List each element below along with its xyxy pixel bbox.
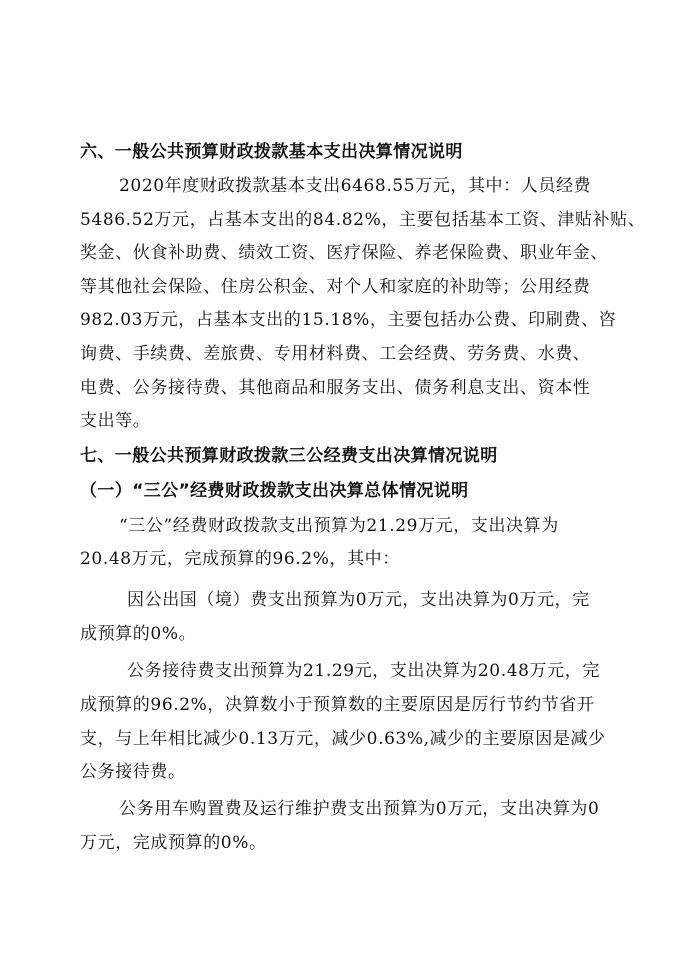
section-7-heading: 七、一般公共预算财政拨款三公经费支出决算情况说明 [80, 446, 498, 466]
paragraph-line: 因公出国（境）费支出预算为0万元，支出决算为0万元，完 [127, 590, 590, 610]
paragraph-line: 等其他社会保险、住房公积金、对个人和家庭的补助等；公用经费 [80, 277, 591, 297]
paragraph-line: 公务用车购置费及运行维护费支出预算为0万元，支出决算为0 [119, 799, 600, 819]
section-6-heading: 六、一般公共预算财政拨款基本支出决算情况说明 [80, 142, 463, 162]
paragraph-line: 支出等。 [80, 411, 151, 431]
paragraph-line: “三公”经费财政拨款支出预算为21.29万元，支出决算为 [119, 516, 559, 536]
paragraph-line: 2020年度财政拨款基本支出6468.55万元，其中：人员经费 [119, 176, 592, 196]
paragraph-line: 成预算的0%。 [80, 624, 197, 644]
paragraph-line: 成预算的96.2%，决算数小于预算数的主要原因是厉行节约节省开 [80, 695, 595, 715]
paragraph-line: 公务接待费。 [80, 762, 186, 782]
paragraph-line: 支，与上年相比减少0.13万元，减少0.63%,减少的主要原因是减少 [80, 729, 606, 749]
paragraph-line: 公务接待费支出预算为21.29元，支出决算为20.48万元，完 [127, 661, 600, 681]
paragraph-line: 982.03万元，占基本支出的15.18%，主要包括办公费、印刷费、咨 [80, 310, 617, 330]
paragraph-line: 询费、手续费、差旅费、专用材料费、工会经费、劳务费、水费、 [80, 344, 591, 364]
section-7-subheading: （一）“三公”经费财政拨款支出决算总体情况说明 [80, 481, 469, 501]
paragraph-line: 电费、公务接待费、其他商品和服务支出、债务利息支出、资本性 [80, 378, 591, 398]
paragraph-line: 20.48万元，完成预算的96.2%，其中： [80, 549, 400, 569]
paragraph-line: 奖金、伙食补助费、绩效工资、医疗保险、养老保险费、职业年金、 [80, 243, 608, 263]
paragraph-line: 万元，完成预算的0%。 [80, 833, 267, 853]
paragraph-line: 5486.52万元，占基本支出的84.82%，主要包括基本工资、津贴补贴、 [80, 210, 646, 230]
